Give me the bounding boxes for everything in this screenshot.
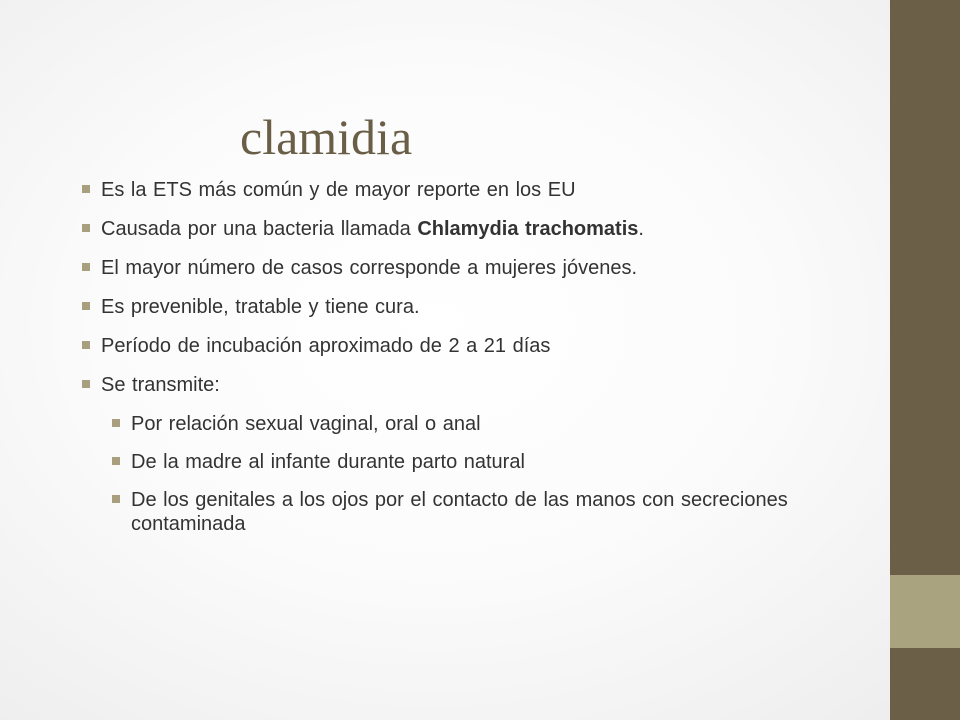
bullet-text: Período de incubación aproximado de 2 a 21 días	[101, 335, 551, 357]
bullet-list	[80, 178, 870, 550]
side-accent-bar-dark	[890, 0, 960, 575]
square-bullet-icon	[112, 419, 120, 427]
square-bullet-icon	[112, 457, 120, 465]
bullet-item	[80, 256, 870, 280]
bullet-item	[80, 217, 870, 241]
square-bullet-icon	[82, 341, 90, 349]
sub-bullet-item	[110, 488, 870, 536]
bullet-suffix: .	[638, 218, 644, 240]
square-bullet-icon	[82, 263, 90, 271]
bullet-emphasis: Chlamydia trachomatis	[417, 218, 639, 240]
sub-bullet-text: Por relación sexual vaginal, oral o anal	[131, 413, 481, 435]
square-bullet-icon	[82, 185, 90, 193]
bullet-text: El mayor número de casos corresponde a mujeres jóvenes.	[101, 257, 638, 279]
bullet-item	[80, 295, 870, 319]
bullet-text: Es prevenible, tratable y tiene cura.	[101, 296, 420, 318]
sub-bullet-item	[110, 412, 870, 436]
sub-bullet-text: De los genitales a los ojos por el contacto de las manos con secreciones contaminada	[131, 489, 788, 535]
bullet-text: Causada por una bacteria llamada	[101, 218, 418, 240]
bullet-item	[80, 178, 870, 202]
side-accent-bar-light	[890, 575, 960, 648]
square-bullet-icon	[82, 224, 90, 232]
square-bullet-icon	[112, 495, 120, 503]
bullet-item	[80, 334, 870, 358]
sub-bullet-text: De la madre al infante durante parto natural	[131, 451, 525, 473]
bullet-item	[80, 373, 870, 397]
bullet-text: Es la ETS más común y de mayor reporte en los EU	[101, 179, 576, 201]
sub-bullet-item	[110, 450, 870, 474]
square-bullet-icon	[82, 302, 90, 310]
bullet-text: Se transmite:	[101, 374, 220, 396]
slide-title: clamidia	[240, 109, 413, 165]
side-accent-bar-bottom	[890, 648, 960, 720]
square-bullet-icon	[82, 380, 90, 388]
